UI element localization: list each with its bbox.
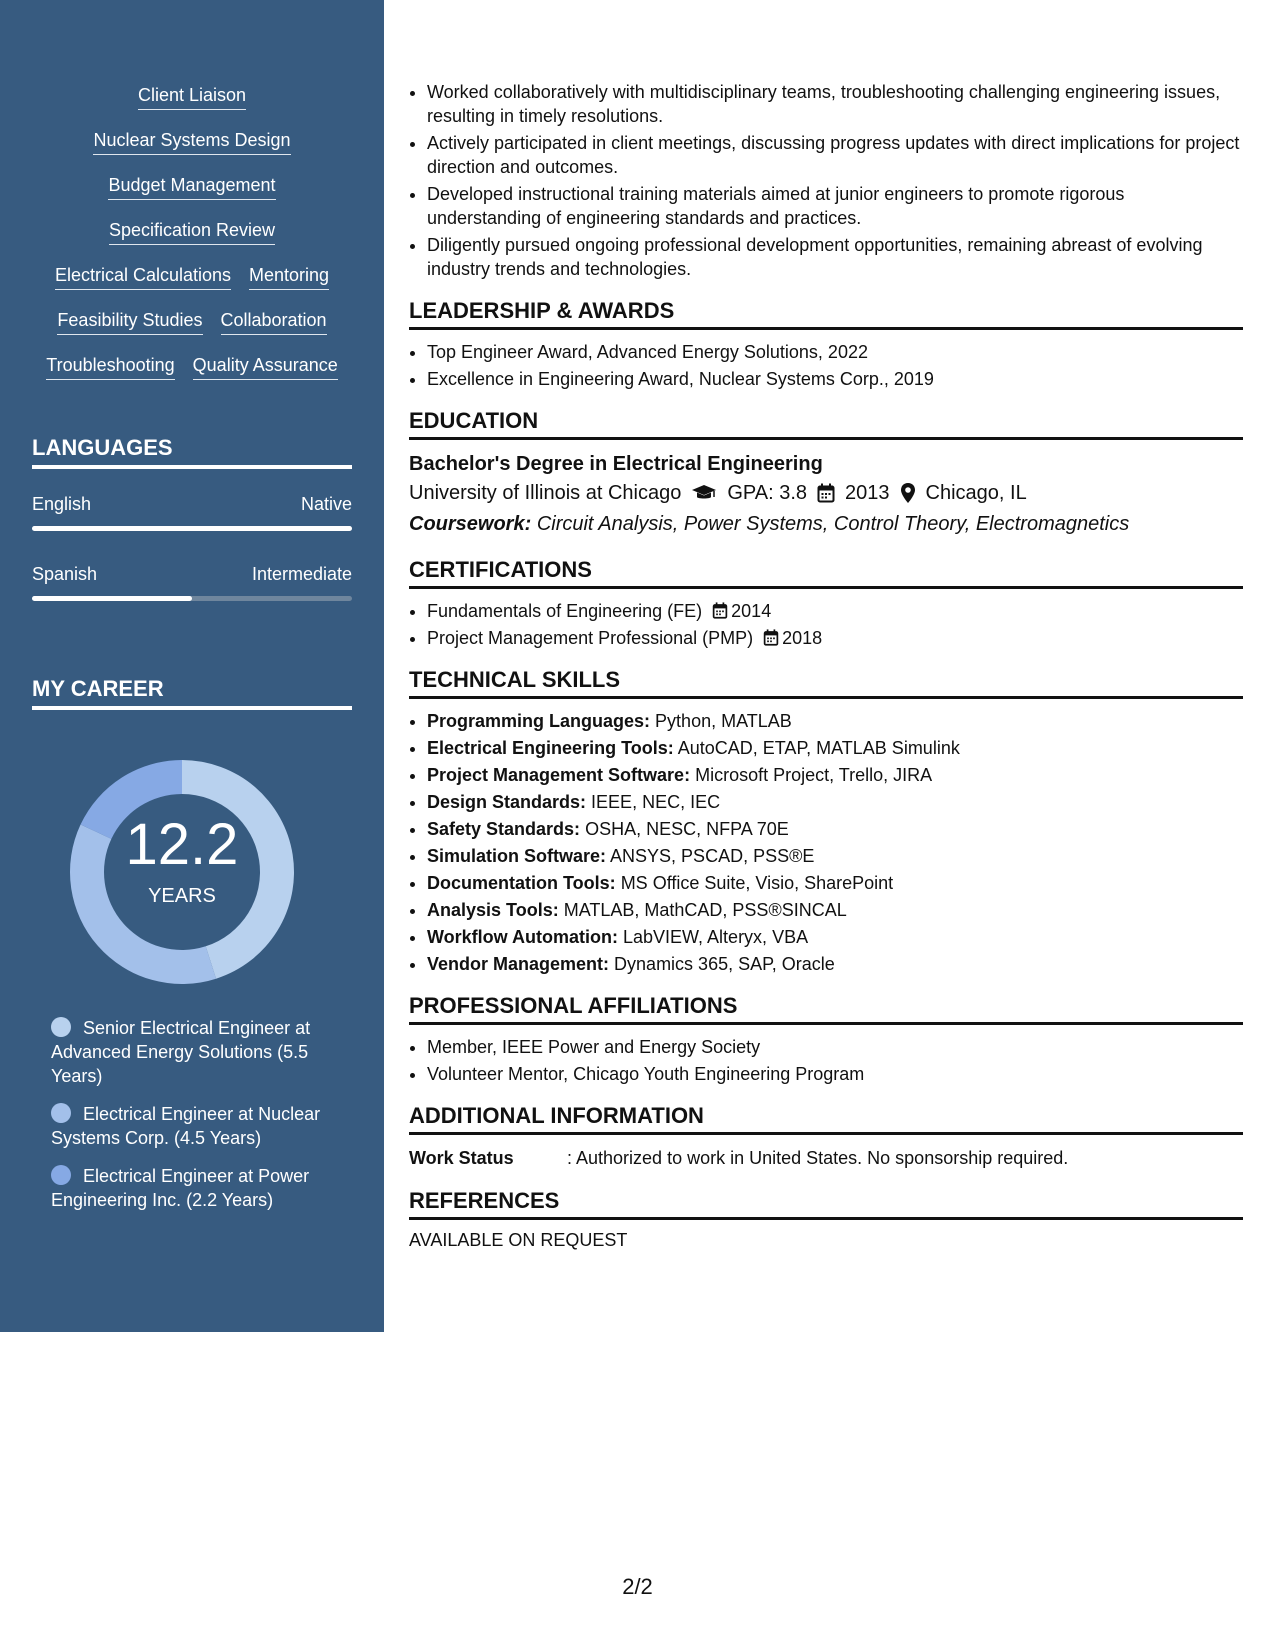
graduation-cap-icon bbox=[691, 483, 717, 503]
list-item: • Volunteer Mentor, Chicago Youth Engineering Program bbox=[427, 1062, 1243, 1086]
skill-category: Project Management Software: bbox=[427, 765, 691, 785]
skill-category: Analysis Tools: bbox=[427, 900, 559, 920]
skill-values: Microsoft Project, Trello, JIRA bbox=[695, 765, 933, 785]
certification-item bbox=[427, 626, 1243, 650]
language-spanish bbox=[32, 564, 352, 585]
skill-category: Vendor Management: bbox=[427, 954, 610, 974]
skill-values: Python, MATLAB bbox=[655, 711, 792, 731]
skill-row bbox=[0, 129, 384, 174]
gpa: GPA: 3.8 bbox=[727, 482, 808, 504]
career-donut-chart bbox=[62, 752, 302, 992]
skill-category: Safety Standards: bbox=[427, 819, 581, 839]
list-item: • Developed instructional training materials aimed at junior engineers to promote rigorous understanding of engineering standards and practices. bbox=[427, 182, 1243, 230]
references-heading: REFERENCES bbox=[409, 1187, 1243, 1220]
skill-tag: Mentoring bbox=[249, 264, 329, 290]
skill-row bbox=[0, 84, 384, 129]
skill-values: OSHA, NESC, NFPA 70E bbox=[585, 819, 789, 839]
additional-info-heading: ADDITIONAL INFORMATION bbox=[409, 1102, 1243, 1135]
certification-year: 2014 bbox=[731, 601, 772, 621]
school-location: Chicago, IL bbox=[925, 482, 1027, 504]
skill-tag: Client Liaison bbox=[138, 84, 246, 110]
technical-skill-item bbox=[427, 709, 1243, 733]
language-level: Native bbox=[300, 494, 352, 514]
affiliations-heading: PROFESSIONAL AFFILIATIONS bbox=[409, 992, 1243, 1025]
work-status-value: : Authorized to work in United States. No sponsorship required. bbox=[567, 1148, 1069, 1168]
language-bar-english bbox=[32, 526, 352, 531]
career-item-text: Senior Electrical Engineer at Advanced Energy Solutions (5.5 Years) bbox=[51, 1018, 311, 1086]
certification-name: Fundamentals of Engineering (FE) bbox=[427, 601, 703, 621]
career-item-text: Electrical Engineer at Nuclear Systems Corp. (4.5 Years) bbox=[51, 1104, 321, 1148]
list-item: • Worked collaboratively with multidisciplinary teams, troubleshooting challenging engineering issues, resulting in timely resolutions. bbox=[427, 80, 1243, 128]
language-name: English bbox=[32, 494, 92, 514]
school-name: University of Illinois at Chicago bbox=[409, 482, 682, 504]
legend-dot bbox=[51, 1017, 71, 1037]
skill-tag: Quality Assurance bbox=[193, 354, 338, 380]
technical-skills-list bbox=[409, 709, 1243, 976]
technical-skill-item bbox=[427, 952, 1243, 976]
language-bar-fill bbox=[32, 526, 352, 531]
calendar-icon bbox=[712, 602, 728, 619]
skill-category: Programming Languages: bbox=[427, 711, 651, 731]
work-status-label: Work Status bbox=[409, 1148, 514, 1168]
page-number: 2/2 bbox=[622, 1574, 653, 1599]
skill-category: Simulation Software: bbox=[427, 846, 607, 866]
skill-tag: Budget Management bbox=[108, 174, 275, 200]
skill-values: MATLAB, MathCAD, PSS®SINCAL bbox=[563, 900, 847, 920]
skill-tag: Electrical Calculations bbox=[55, 264, 231, 290]
calendar-icon bbox=[763, 629, 779, 646]
coursework-list: Circuit Analysis, Power Systems, Control Theory, Electromagnetics bbox=[536, 513, 1130, 535]
awards-list bbox=[409, 340, 1243, 391]
technical-skills-heading: TECHNICAL SKILLS bbox=[409, 666, 1243, 699]
skill-tag: Nuclear Systems Design bbox=[93, 129, 290, 155]
skill-values: LabVIEW, Alteryx, VBA bbox=[623, 927, 809, 947]
skill-category: Design Standards: bbox=[427, 792, 587, 812]
technical-skill-item bbox=[427, 817, 1243, 841]
certification-name: Project Management Professional (PMP) bbox=[427, 628, 754, 648]
leadership-heading: LEADERSHIP & AWARDS bbox=[409, 297, 1243, 330]
certification-year: 2018 bbox=[782, 628, 823, 648]
career-item bbox=[51, 1016, 341, 1088]
technical-skill-item bbox=[427, 898, 1243, 922]
list-item: • Actively participated in client meetings, discussing progress updates with direct implications for project direction and outcomes. bbox=[427, 131, 1243, 179]
language-english bbox=[32, 494, 352, 515]
career-item bbox=[51, 1102, 341, 1150]
skill-category: Workflow Automation: bbox=[427, 927, 618, 947]
technical-skill-item bbox=[427, 736, 1243, 760]
work-status bbox=[409, 1145, 1243, 1171]
technical-skill-item bbox=[427, 844, 1243, 868]
languages-heading: LANGUAGES bbox=[32, 434, 352, 469]
skill-tag: Feasibility Studies bbox=[57, 309, 202, 335]
skill-values: ANSYS, PSCAD, PSS®E bbox=[610, 846, 815, 866]
references-text: AVAILABLE ON REQUEST bbox=[409, 1230, 628, 1250]
technical-skill-item bbox=[427, 763, 1243, 787]
technical-skill-item bbox=[427, 871, 1243, 895]
skill-row bbox=[0, 219, 384, 264]
main-content bbox=[409, 80, 1243, 1251]
education-heading: EDUCATION bbox=[409, 407, 1243, 440]
skill-values: IEEE, NEC, IEC bbox=[591, 792, 721, 812]
skill-category: Electrical Engineering Tools: bbox=[427, 738, 674, 758]
skill-row bbox=[0, 309, 384, 354]
skill-row bbox=[0, 174, 384, 219]
career-total: 12.2 bbox=[125, 812, 239, 877]
list-item: • Diligently pursued ongoing professional development opportunities, remaining abreast of evolving industry trends and technologies. bbox=[427, 233, 1243, 281]
skills-cloud bbox=[0, 84, 384, 399]
experience-bullets bbox=[409, 80, 1243, 281]
affiliations-list bbox=[409, 1035, 1243, 1086]
legend-dot bbox=[51, 1103, 71, 1123]
list-item: • Member, IEEE Power and Energy Society bbox=[427, 1035, 1243, 1059]
calendar-icon bbox=[817, 483, 835, 503]
career-legend bbox=[51, 1016, 341, 1226]
degree-title: Bachelor's Degree in Electrical Engineering bbox=[409, 453, 823, 475]
skill-tag: Troubleshooting bbox=[46, 354, 174, 380]
graduation-year: 2013 bbox=[845, 482, 890, 504]
technical-skill-item bbox=[427, 790, 1243, 814]
language-bar-spanish bbox=[32, 596, 352, 601]
skill-values: MS Office Suite, Visio, SharePoint bbox=[620, 873, 894, 893]
coursework-label: Coursework: bbox=[409, 513, 532, 535]
certification-item bbox=[427, 599, 1243, 623]
certifications-heading: CERTIFICATIONS bbox=[409, 556, 1243, 589]
skill-tag: Collaboration bbox=[221, 309, 327, 335]
certifications-list bbox=[409, 599, 1243, 650]
skill-row bbox=[0, 264, 384, 309]
education-details bbox=[409, 478, 1243, 508]
career-item-text: Electrical Engineer at Power Engineering Inc. (2.2 Years) bbox=[51, 1166, 310, 1210]
skill-category: Documentation Tools: bbox=[427, 873, 616, 893]
skill-row bbox=[0, 354, 384, 399]
language-level: Intermediate bbox=[251, 564, 352, 584]
location-pin-icon bbox=[900, 482, 916, 504]
career-unit: YEARS bbox=[148, 885, 216, 907]
language-name: Spanish bbox=[32, 564, 98, 584]
list-item: • Top Engineer Award, Advanced Energy Solutions, 2022 bbox=[427, 340, 1243, 364]
technical-skill-item bbox=[427, 925, 1243, 949]
language-bar-fill bbox=[32, 596, 192, 601]
sidebar bbox=[0, 0, 384, 1332]
career-item bbox=[51, 1164, 341, 1212]
skill-tag: Specification Review bbox=[109, 219, 275, 245]
skill-values: Dynamics 365, SAP, Oracle bbox=[614, 954, 835, 974]
coursework bbox=[409, 508, 1243, 540]
legend-dot bbox=[51, 1165, 71, 1185]
skill-values: AutoCAD, ETAP, MATLAB Simulink bbox=[677, 738, 960, 758]
career-heading: MY CAREER bbox=[32, 675, 352, 710]
list-item: • Excellence in Engineering Award, Nuclear Systems Corp., 2019 bbox=[427, 367, 1243, 391]
